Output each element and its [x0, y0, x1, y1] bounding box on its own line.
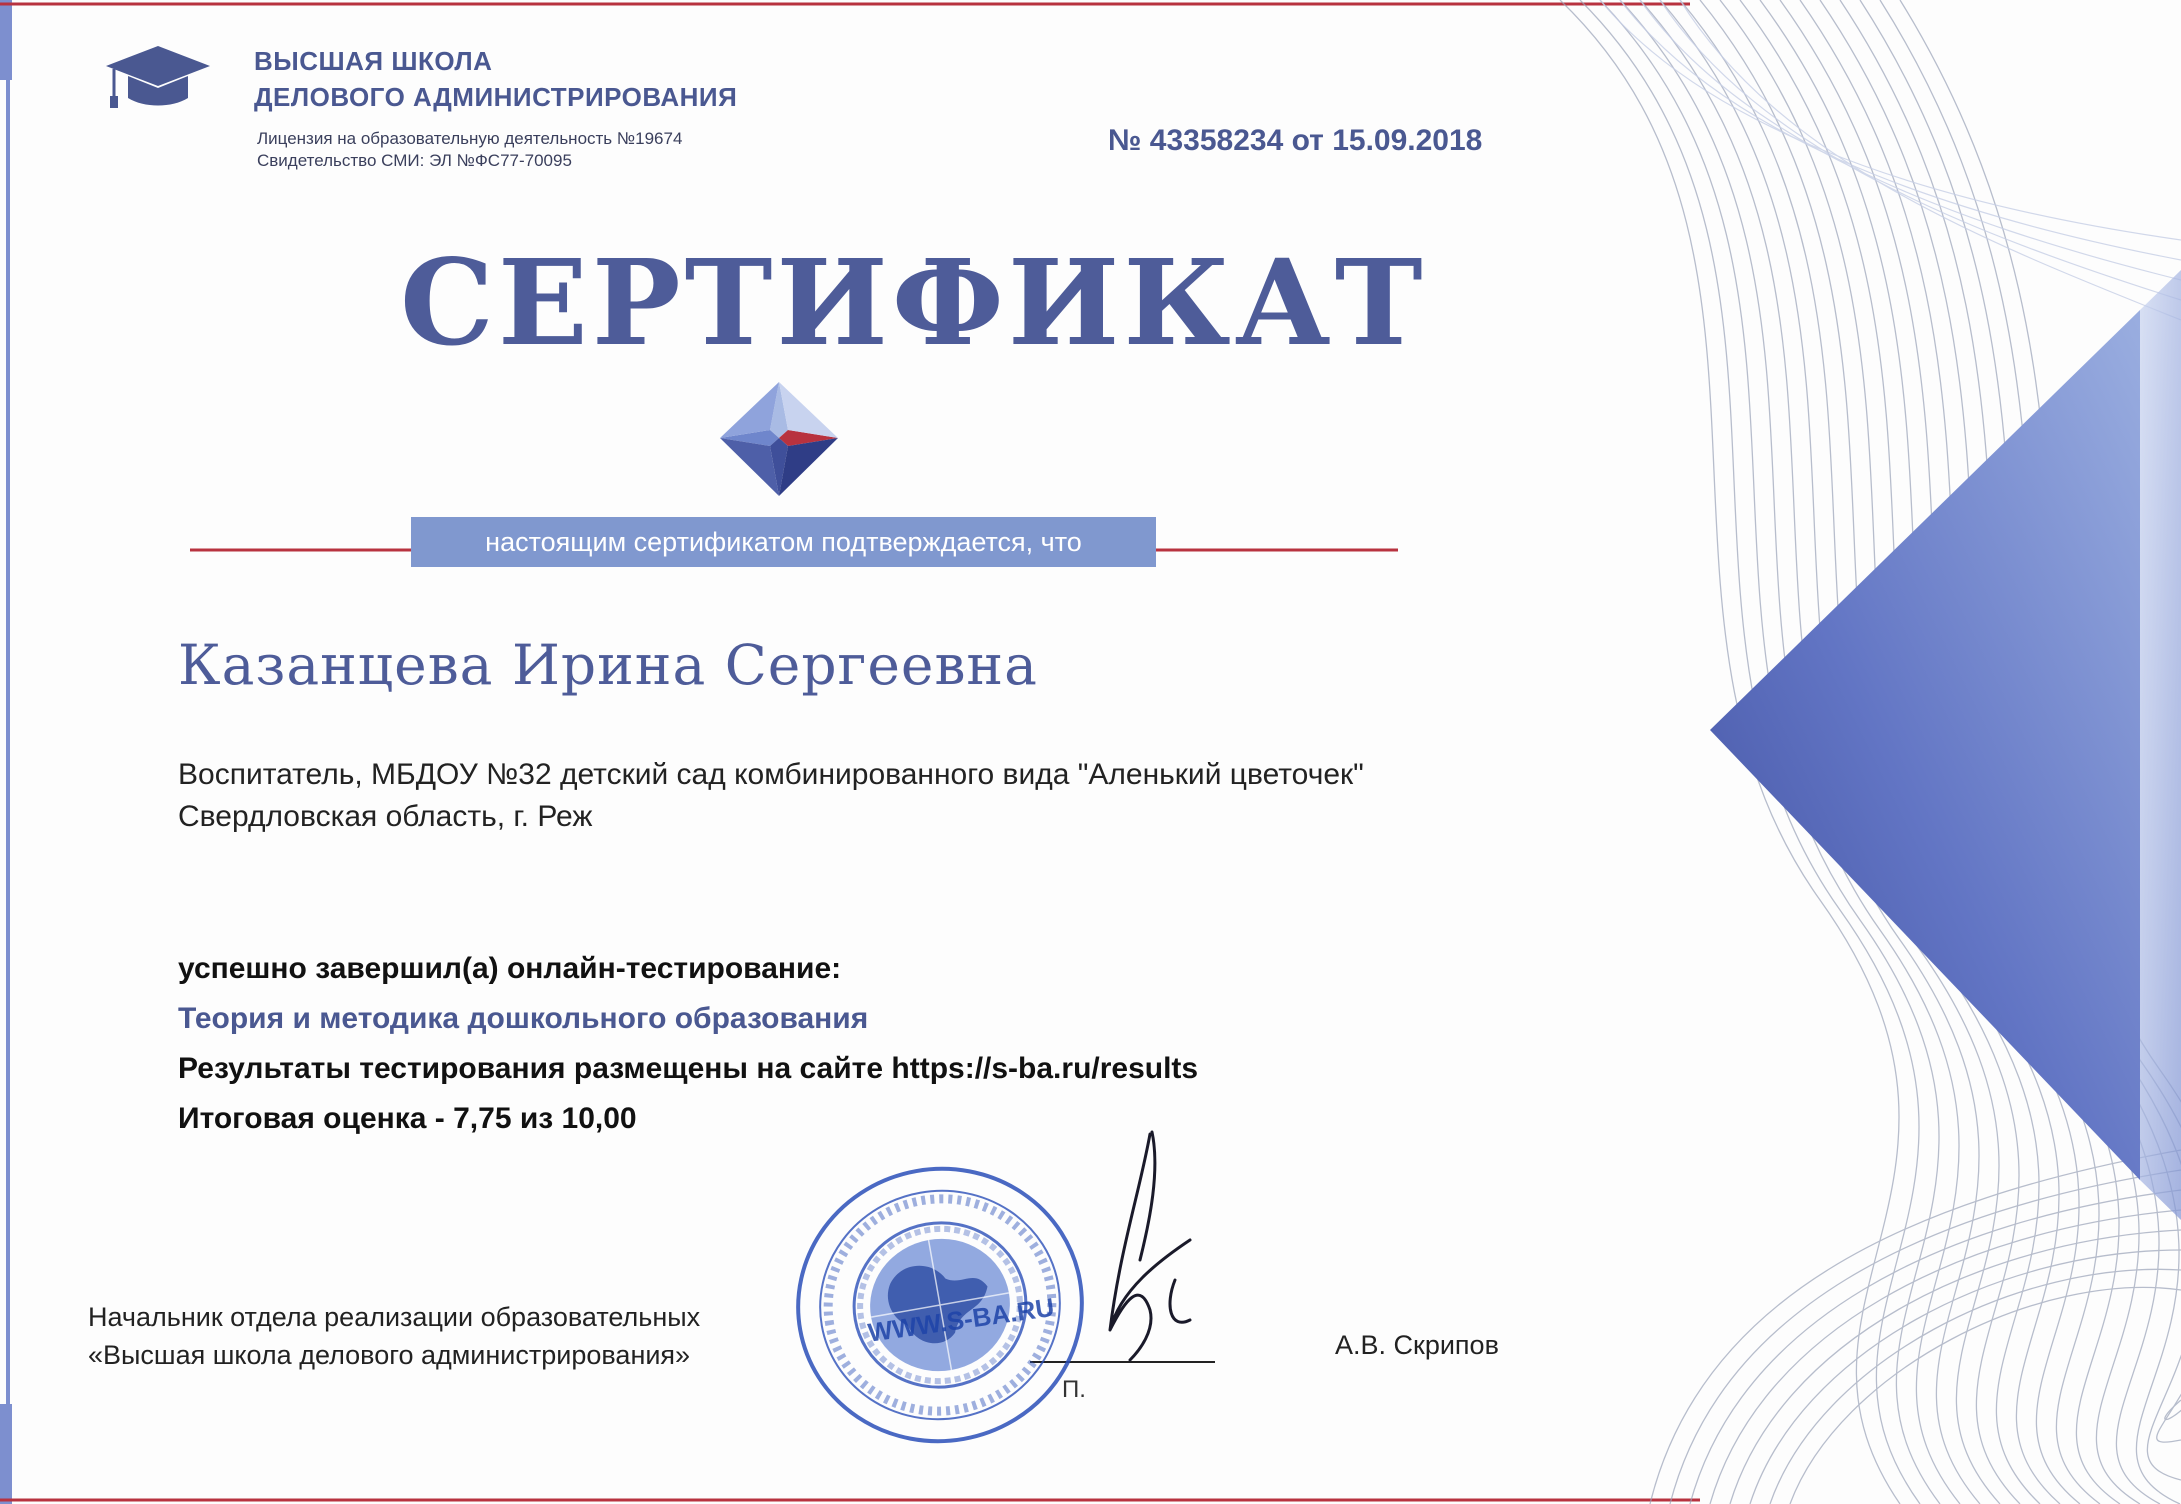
compass-star-icon: [716, 378, 842, 500]
certificate-number: № 43358234 от 15.09.2018: [1108, 124, 1483, 157]
recipient-region: Свердловская область, г. Реж: [178, 800, 593, 833]
certificate-title: СЕРТИФИКАТ: [400, 233, 1427, 372]
graduation-cap-icon: [104, 44, 212, 112]
handwritten-signature: [1080, 1130, 1210, 1370]
signatory-name: А.В. Скрипов: [1335, 1330, 1499, 1360]
confirmation-ribbon: настоящим сертификатом подтверждается, что: [411, 517, 1156, 567]
final-grade: Итоговая оценка - 7,75 из 10,00: [178, 1102, 637, 1135]
recipient-position: Воспитатель, МБДОУ №32 детский сад комбинированного вида "Аленький цветочек": [178, 758, 1364, 791]
completion-statement: успешно завершил(а) онлайн-тестирование:: [178, 952, 842, 985]
org-name-line1: ВЫСШАЯ ШКОЛА: [254, 46, 493, 76]
media-certificate-text: Свидетельство СМИ: ЭЛ №ФС77-70095: [257, 151, 572, 170]
results-link-line: Результаты тестирования размещены на сайте https://s-ba.ru/results: [178, 1052, 1199, 1085]
stamp-url: WWW.S-BA.RU: [866, 1291, 1057, 1348]
signatory-role-line2: «Высшая школа делового администрирования»: [88, 1340, 691, 1370]
recipient-name: Казанцева Ирина Сергеевна: [178, 633, 1038, 697]
signatory-role-line1: Начальник отдела реализации образовательных: [88, 1302, 701, 1332]
license-text: Лицензия на образовательную деятельность №19674: [257, 129, 683, 148]
course-title: Теория и методика дошкольного образования: [178, 1002, 869, 1035]
lp-mark: П.: [1062, 1376, 1086, 1403]
decorative-triangle: [1710, 310, 2140, 1180]
org-name-line2: ДЕЛОВОГО АДМИНИСТРИРОВАНИЯ: [254, 82, 738, 112]
